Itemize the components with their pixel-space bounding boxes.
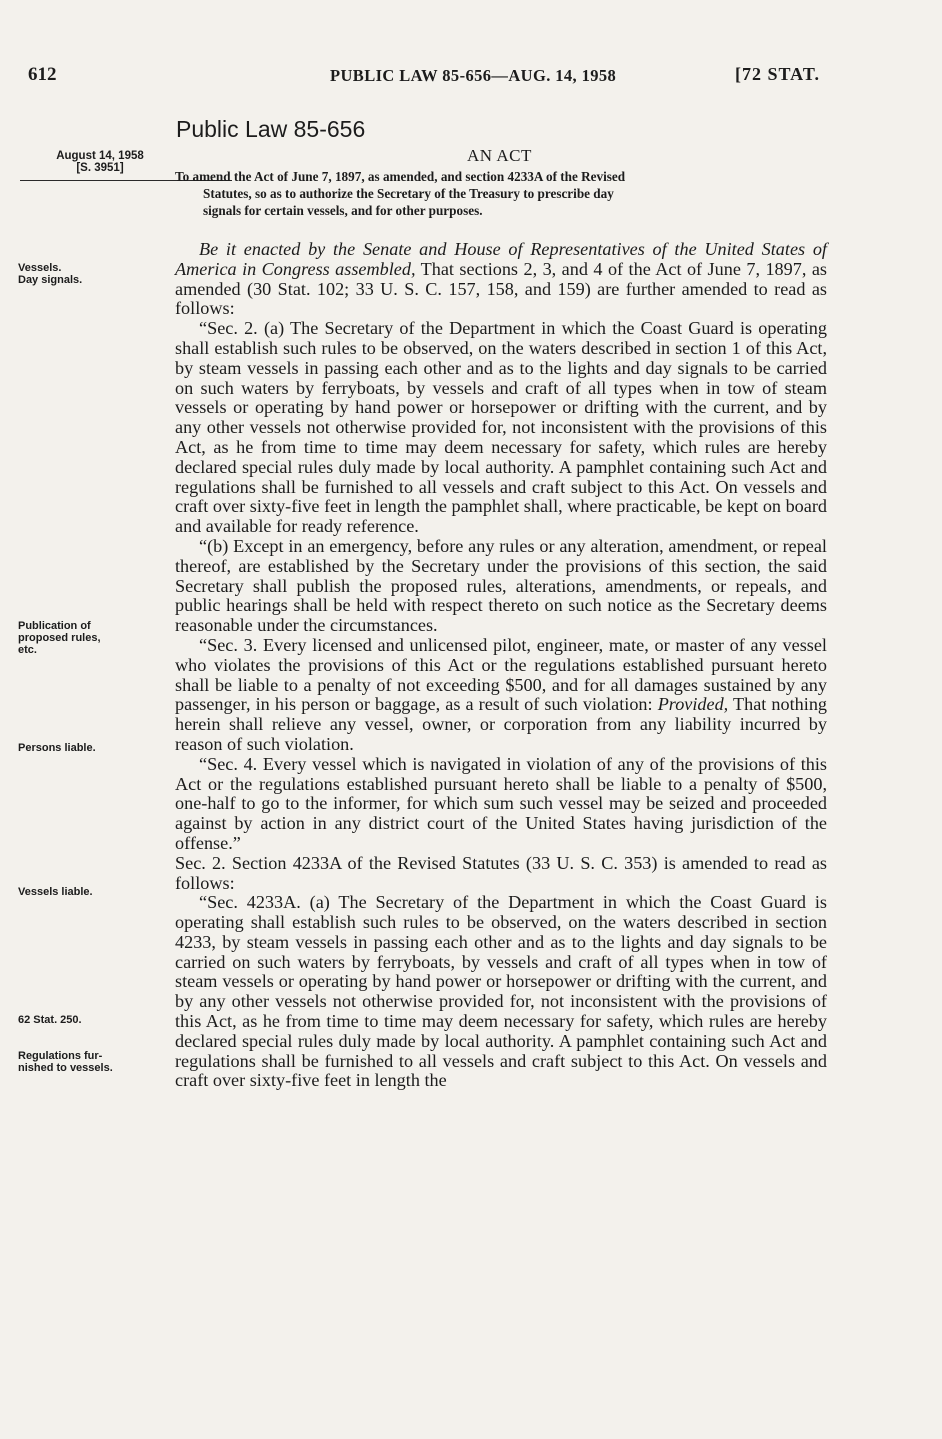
section-2b: “(b) Except in an emergency, before any rules or any alteration, amendment, or repeal thereof, are established by the Secretary under the provisions of this section, the said Secretary shall publish the proposed rules, alterations, amendments, or repeals, and public hearings shall be held with respect thereto on such notice as the Secretary deems reasonable under the circumstances. <box>175 535 827 636</box>
margin-regulations-2: nished to vessels. <box>18 1062 113 1074</box>
margin-regulations-1: Regulations fur- <box>18 1050 103 1062</box>
section-3 <box>175 636 827 755</box>
date-note-bill: [S. 3951] <box>76 162 124 174</box>
enacting-clause-italic: Be it enacted by the Senate and House of Representatives of the United States of America in Congress assembled, <box>175 239 827 279</box>
margin-note-stat-ref: 62 Stat. 250. <box>18 1014 82 1026</box>
act-heading: AN ACT <box>467 146 532 165</box>
section-4 <box>175 755 827 854</box>
margin-note-regulations <box>18 1050 160 1074</box>
purpose-line-3: signals for certain vessels, and for other purposes. <box>203 203 483 218</box>
margin-vessels: Vessels. <box>18 262 62 274</box>
margin-note-publication <box>18 620 160 656</box>
section-3-label: “Sec. 3. <box>199 634 258 655</box>
margin-day-signals: Day signals. <box>18 274 83 286</box>
section-4233a-text: (a) The Secretary of the Department in which the Coast Guard is operating shall establish such rules to be observed, on the waters described in section 4233, by steam vessels in passing each other and as to the lights and day signals to be carried on such waters by ferryboats, by vessels and craft of all types when in tow of steam vessels or operating by hand power or horsepower or drifting with the current, and by any other vessels not otherwise provided for, not inconsistent with the provisions of this Act, as he from time to time may deem necessary for safety, which rules are hereby declared special rules duly made by local authority. A pamphlet containing such Act and regulations shall be furnished to all vessels and craft subject to this Act. On vessels and craft over sixty-five feet in length the <box>175 892 828 1091</box>
margin-note-vessels-liable: Vessels liable. <box>18 886 93 898</box>
page-number: 612 <box>28 64 57 85</box>
section-2a-text: (a) The Secretary of the Department in which the Coast Guard is operating shall establish such rules to be observed, on the waters described in section 1 of this Act, by steam vessels in passing each other and as to the lights and day signals to be carried on such waters by ferryboats, by vessels and craft of all types when in tow of steam vessels or operating by hand power or horsepower or drifting with the current, and by any other vessels not otherwise provided for, not inconsistent with the provisions of this Act, as he from time to time may deem necessary for safety, which rules are hereby declared special rules duly made by local authority. A pamphlet containing such Act and regulations shall be furnished to all vessels and craft subject to this Act. On vessels and craft over sixty-five feet in length the pamphlet shall, where practicable, be kept on board and available for ready reference. <box>175 318 827 537</box>
enacting-clause-text: That sections 2, 3, and 4 of the Act of June 7, 1897, as amended (30 Stat. 102; 33 U. S. C. 157, 158, and 159) are further amended to read as follows: <box>175 258 827 319</box>
purpose-line-1: To amend the Act of June 7, 1897, as amended, and section 4233A of the Revised <box>175 169 626 184</box>
section-3-text-a: Every licensed and unlicensed pilot, engineer, mate, or master of any vessel who violates the provisions of this Act or the regulations established pursuant hereto shall be liable to a penalty of not exceeding $500, and for all damages sustained by any passenger, in his person or baggage, as a result of such violation: <box>175 634 827 715</box>
bill-section-2-text: Section 4233A of the Revised Statutes (33 U. S. C. 353) is amended to read as follows: <box>175 852 827 893</box>
margin-note-vessels <box>18 262 160 286</box>
section-3-text-b: That nothing herein shall relieve any vessel, owner, or corporation from any liability incurred by reason of such violation. <box>175 694 828 754</box>
date-margin-note <box>36 150 164 174</box>
section-4233a <box>175 893 827 1091</box>
public-law-title: Public Law 85-656 <box>176 116 366 142</box>
enacting-clause <box>175 240 827 319</box>
section-4-text: Every vessel which is navigated in violation of any of the provisions of this Act or the regulations established pursuant hereto shall be liable to a penalty of $500, one-half to go to the informer, for which sum such vessel may be seized and proceeded against by action in any district court of the United States having jurisdiction of the offense.” <box>175 753 828 853</box>
section-2a <box>175 319 827 537</box>
bill-section-2-label: Sec. 2. <box>175 852 226 873</box>
section-4233a-label: “Sec. 4233A. <box>199 892 301 913</box>
act-purpose <box>175 168 830 219</box>
margin-publication-3: etc. <box>18 644 37 656</box>
act-body <box>175 240 827 1091</box>
running-title: PUBLIC LAW 85-656—AUG. 14, 1958 <box>330 66 617 85</box>
margin-publication-2: proposed rules, <box>18 632 101 644</box>
margin-publication-1: Publication of <box>18 620 91 632</box>
section-4-label: “Sec. 4. <box>199 753 258 774</box>
bill-section-2 <box>175 854 827 894</box>
margin-note-persons-liable: Persons liable. <box>18 742 96 754</box>
date-note-date: August 14, 1958 <box>56 150 144 162</box>
section-3-provided: Provided, <box>657 694 729 715</box>
section-2-label: “Sec. 2. <box>199 318 258 339</box>
purpose-line-2: Statutes, so as to authorize the Secretary of the Treasury to prescribe day <box>203 186 614 201</box>
volume-reference: [72 STAT. <box>735 64 821 84</box>
